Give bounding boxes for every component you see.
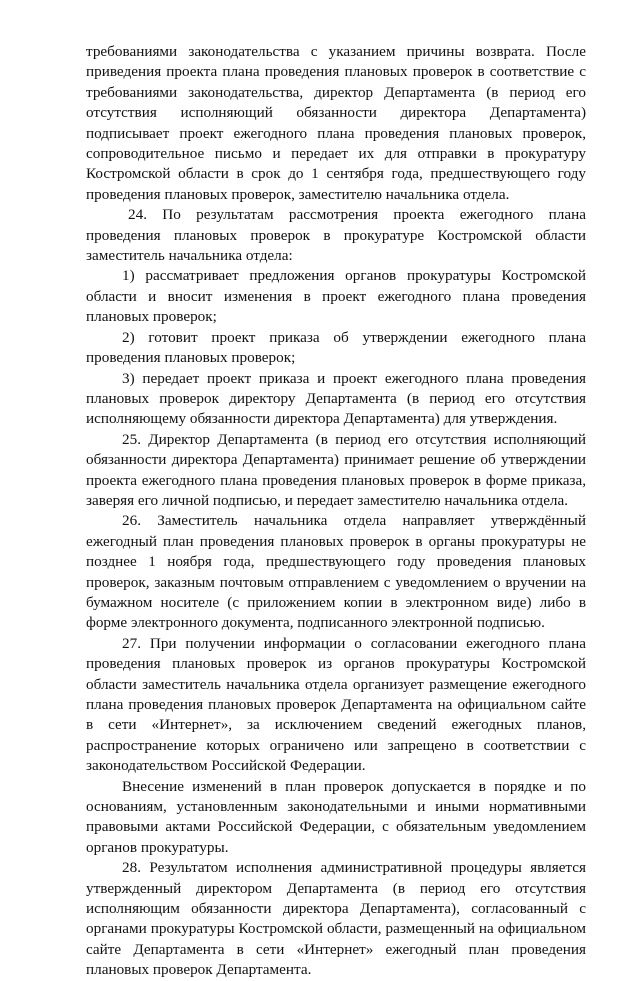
paragraph-amendments: Внесение изменений в план проверок допускается в порядке и по основаниям, установленным законодательными и иными нормативными правовыми актами Российской Федерации, с обязательным уведомлением органов прокуратуры. bbox=[86, 777, 586, 856]
paragraph-item-28: 28. Результатом исполнения административной процедуры является утвержденный директором Департамента (в период его отсутствия исполняющим обязанности директора Департамента), согласованный с органами прокуратуры Костромской области, размещенный на официальном сайте Департамента в сети «Интернет» ежегодный план проведения плановых проверок Департамента. bbox=[86, 859, 586, 979]
paragraph-item-27: 27. При получении информации о согласовании ежегодного плана проведения плановых проверок из органов прокуратуры Костромской области заместитель начальника отдела организует размещение ежегодного плана проведения плановых проверок Департамента на официальном сайте в сети «Интернет», за исключением сведений ежегодных планов, распространение которых ограничено или запрещено в соответствии с законодательством Российской Федерации. bbox=[86, 634, 586, 775]
paragraph-subitem-2: 2) готовит проект приказа об утверждении ежегодного плана проведения плановых проверок; bbox=[86, 328, 586, 367]
paragraph-item-24: 24. По результатам рассмотрения проекта ежегодного плана проведения плановых проверок в прокуратуре Костромской области заместитель начальника отдела: bbox=[86, 206, 586, 265]
paragraph-continuation: требованиями законодательства с указанием причины возврата. После приведения проекта плана проведения плановых проверок в соответствие с требованиями законодательства, директор Департамента (в период его отсутствия исполняющий обязанности директора Департамента) подписывает проект ежегодного плана проведения плановых проверок, сопроводительное письмо и передает их для отправки в прокуратуру Костромской области в срок до 1 сентября года, предшествующего году проведения плановых проверок, заместителю начальника отдела. bbox=[86, 43, 586, 203]
paragraph-item-25: 25. Директор Департамента (в период его отсутствия исполняющий обязанности директора Департамента) принимает решение об утверждении проекта ежегодного плана проведения плановых проверок в форме приказа, заверяя его личной подписью, и передает заместителю начальника отдела. bbox=[86, 430, 586, 509]
paragraph-subitem-3: 3) передает проект приказа и проект ежегодного плана проведения плановых проверок директору Департамента (в период его отсутствия исполняющему обязанности директора Департамента) для утверждения. bbox=[86, 369, 586, 428]
paragraph-subitem-1: 1) рассматривает предложения органов прокуратуры Костромской области и вносит изменения в проект ежегодного плана проведения плановых проверок; bbox=[86, 267, 586, 326]
paragraph-item-26: 26. Заместитель начальника отдела направляет утверждённый ежегодный план проведения плановых проверок в органы прокуратуры не позднее 1 ноября года, предшествующего году проведения плановых проверок, заказным почтовым отправлением с уведомлением о вручении на бумажном носителе (с приложением копии в электронном виде) либо в форме электронного документа, подписанного электронной подписью. bbox=[86, 512, 586, 632]
